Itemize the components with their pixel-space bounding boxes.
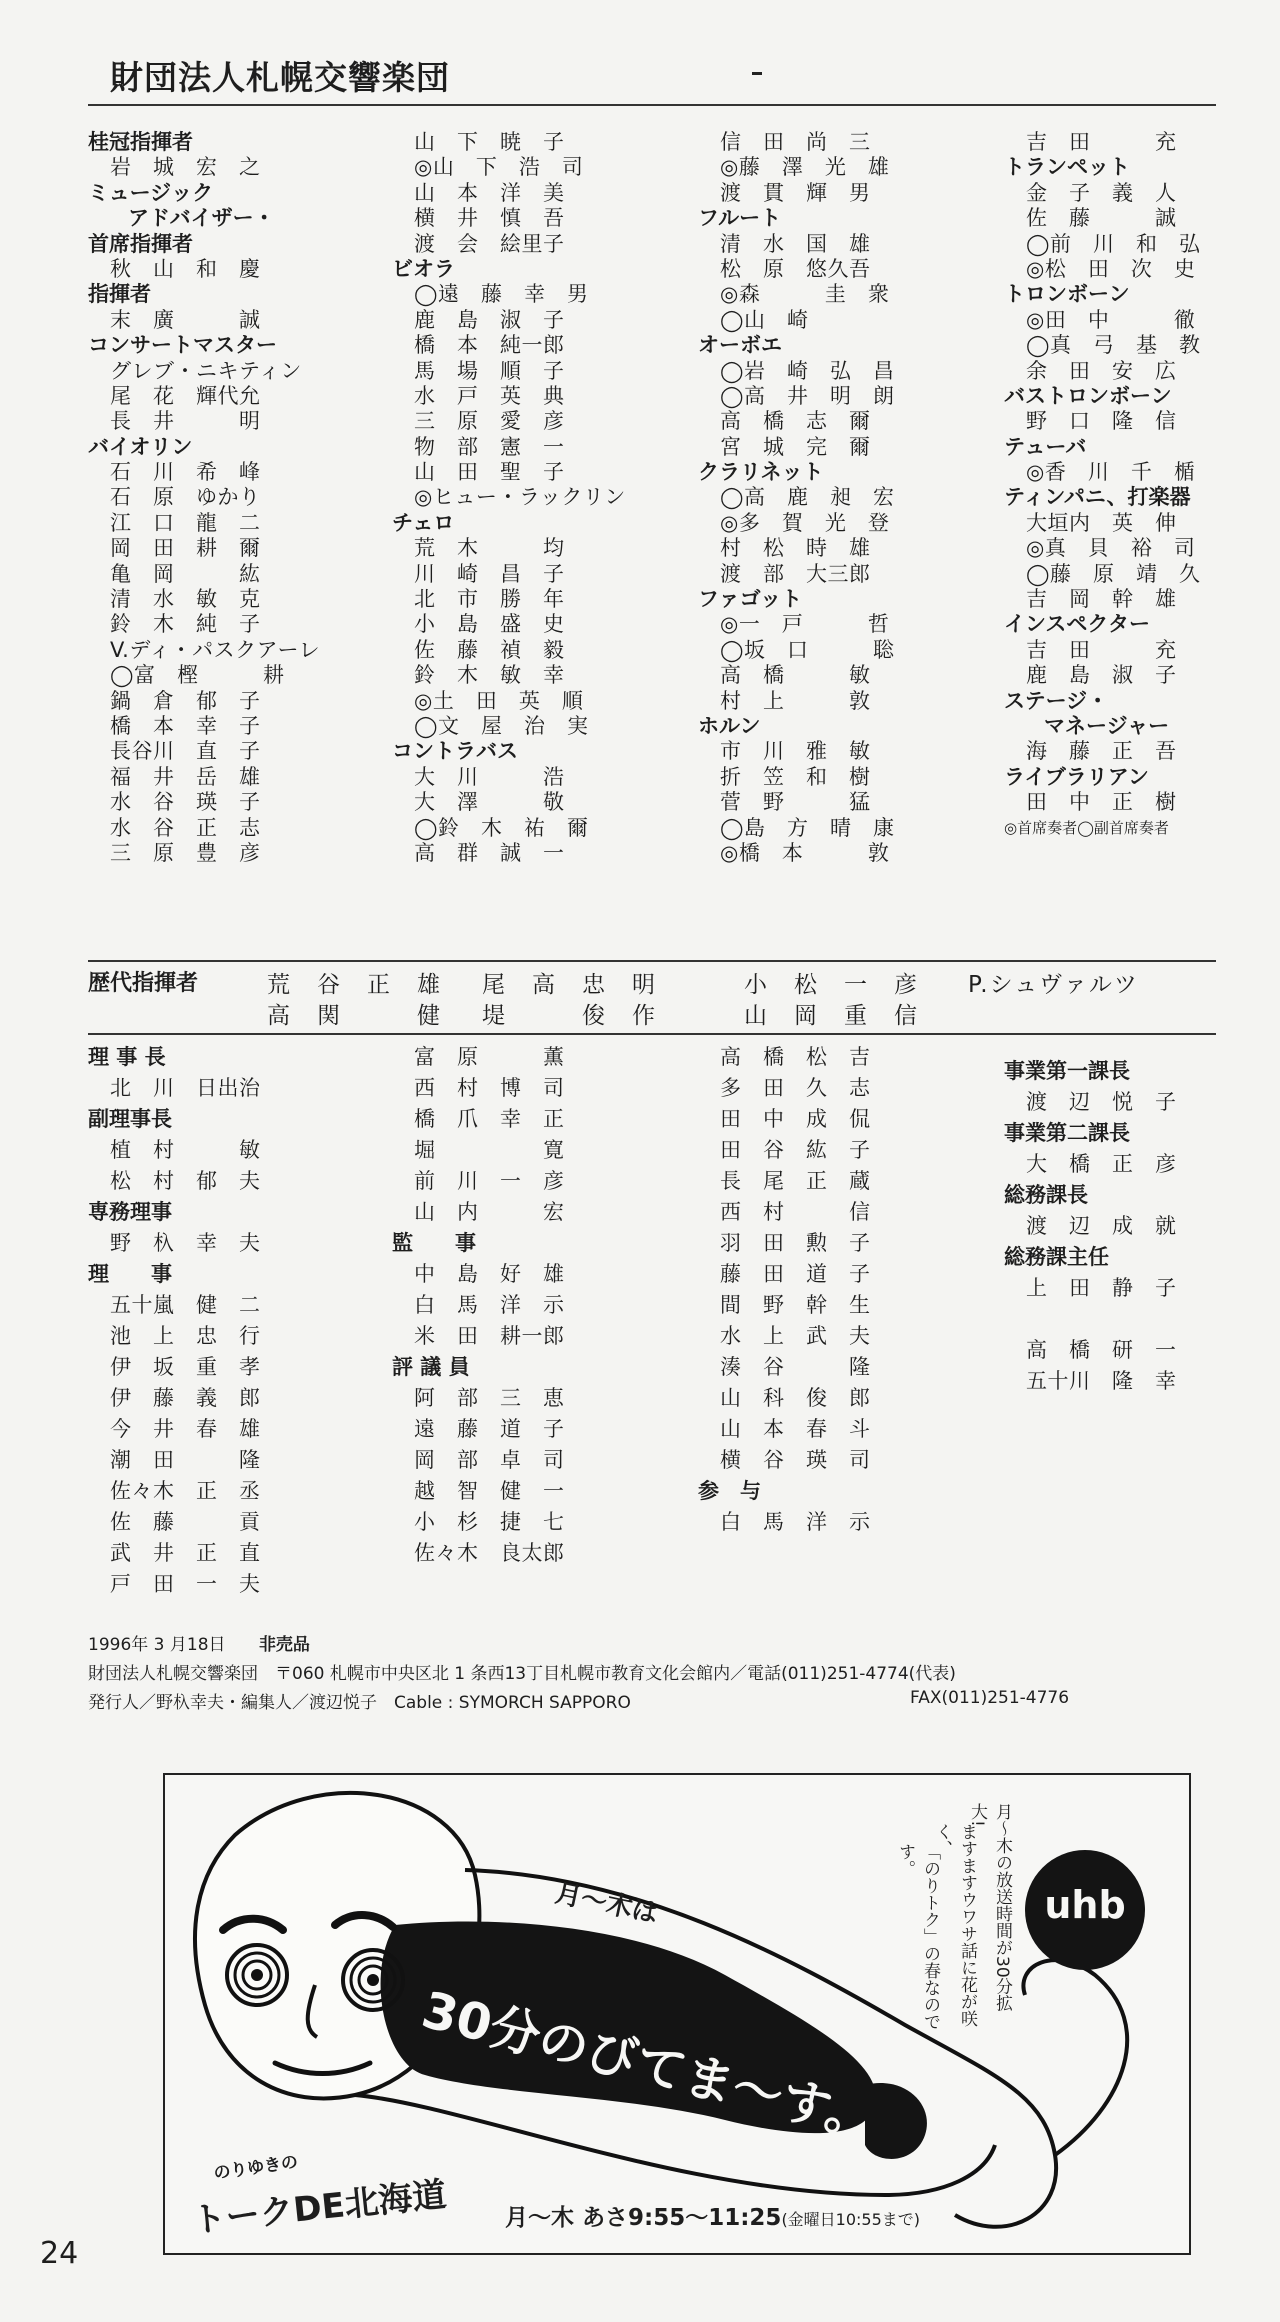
name-entry: 高 橋 松 吉 — [720, 1045, 871, 1069]
section-heading: インスペクター — [1004, 612, 1150, 637]
section-heading: ミュージック — [88, 180, 214, 205]
name-entry: 野 杁 幸 夫 — [110, 1231, 261, 1255]
section-heading: 監 事 — [392, 1231, 476, 1255]
board-column-3 — [698, 1042, 938, 1538]
name-entry: 水 谷 正 志 — [110, 815, 261, 840]
section-heading: 指揮者 — [88, 282, 151, 307]
name-entry: 潮 田 隆 — [110, 1448, 261, 1472]
history-top-rule — [88, 960, 1216, 962]
name-entry: 渡 辺 成 就 — [1026, 1214, 1177, 1238]
name-entry: 西 村 博 司 — [414, 1076, 565, 1100]
name-entry: 山 科 俊 郎 — [720, 1386, 871, 1410]
name-entry: ◎真 貝 裕 司 — [1026, 536, 1196, 561]
name-entry: 大垣内 英 伸 — [1026, 510, 1177, 535]
name-entry: ◯坂 口 聡 — [720, 637, 895, 662]
section-heading: ライブラリアン — [1004, 764, 1149, 789]
name-entry: 渡 貫 輝 男 — [720, 180, 871, 205]
name-entry: 今 井 春 雄 — [110, 1417, 261, 1441]
name-entry: 岩 城 宏 之 — [110, 155, 261, 180]
name-entry: 山 田 聖 子 — [414, 460, 565, 485]
name-entry: 岡 田 耕 爾 — [110, 536, 261, 561]
name-entry: 田 中 正 樹 — [1026, 790, 1177, 815]
name-entry: 鹿 島 淑 子 — [1026, 663, 1177, 688]
name-entry: 鍋 倉 郁 子 — [110, 688, 261, 713]
board-column-2 — [392, 1042, 632, 1569]
name-entry: ◎松 田 次 史 — [1026, 256, 1196, 281]
name-entry: 大 澤 敬 — [414, 790, 565, 815]
name-entry: 伊 坂 重 孝 — [110, 1355, 261, 1379]
footer-not-for-sale: 非売品 — [258, 1635, 310, 1655]
section-heading: ファゴット — [698, 587, 803, 612]
spacer — [1004, 1304, 1244, 1335]
name-entry: 清 水 敏 克 — [110, 587, 261, 612]
header-rule — [88, 104, 1216, 106]
ad-schedule-note: (金曜日10:55まで) — [781, 2210, 921, 2229]
name-entry: 金 子 義 人 — [1026, 180, 1177, 205]
legend-note: ◎首席奏者◯副首席奏者 — [1004, 818, 1169, 837]
show-title-small: のりゆきの — [212, 2152, 300, 2184]
roster-column-4 — [1004, 130, 1244, 841]
name-entry: ◎藤 澤 光 雄 — [720, 155, 890, 180]
name-entry: 佐 藤 誠 — [1026, 206, 1177, 231]
roster-column-1 — [88, 130, 328, 866]
board-column-4 — [1004, 1056, 1244, 1397]
name-entry: 越 智 健 一 — [414, 1479, 565, 1503]
name-entry: 折 笠 和 樹 — [720, 764, 871, 789]
show-title: トークDE北海道 — [189, 2174, 449, 2242]
name-entry: 三 原 愛 彦 — [414, 409, 565, 434]
section-heading: 桂冠指揮者 — [88, 130, 193, 154]
name-entry: 白 馬 洋 示 — [414, 1293, 565, 1317]
name-entry: ◯山 崎 — [720, 307, 874, 332]
ad-schedule — [505, 2199, 920, 2232]
name-entry: 白 馬 洋 示 — [720, 1510, 871, 1534]
section-heading: 首席指揮者 — [88, 231, 193, 256]
name-entry: 富 原 薫 — [414, 1045, 565, 1069]
section-heading: 専務理事 — [88, 1200, 172, 1224]
name-entry: 三 原 豊 彦 — [110, 840, 261, 865]
name-entry: ◯鈴 木 祐 爾 — [414, 815, 589, 840]
name-entry: 岡 部 卓 司 — [414, 1448, 565, 1472]
name-entry: ◎山 下 浩 司 — [414, 155, 584, 180]
name-entry: 佐 藤 貢 — [110, 1510, 261, 1534]
name-entry: ◯高 鹿 昶 宏 — [720, 485, 895, 510]
name-entry: 高 橋 研 一 — [1026, 1338, 1177, 1362]
name-entry: ◯富 樫 耕 — [110, 663, 285, 688]
name-entry: 鹿 島 淑 子 — [414, 307, 565, 332]
name-entry: 横 井 慎 吾 — [414, 206, 565, 231]
name-entry: 遠 藤 道 子 — [414, 1417, 565, 1441]
history-bottom-rule — [88, 1033, 1216, 1035]
name-entry: 秋 山 和 慶 — [110, 256, 261, 281]
name-entry: 水 谷 瑛 子 — [110, 790, 261, 815]
name-entry: 高 橋 志 爾 — [720, 409, 871, 434]
name-entry: 野 口 隆 信 — [1026, 409, 1177, 434]
name-entry: 市 川 雅 敏 — [720, 739, 871, 764]
page-header-title: 財団法人札幌交響楽団 — [110, 58, 450, 97]
name-entry: 阿 部 三 恵 — [414, 1386, 565, 1410]
name-entry: 橋 本 純一郎 — [414, 333, 565, 358]
name-entry: ◎橋 本 敦 — [720, 840, 890, 865]
name-entry: 西 村 信 — [720, 1200, 871, 1224]
name-entry: 鈴 木 純 子 — [110, 612, 261, 637]
name-entry: 伊 藤 義 郎 — [110, 1386, 261, 1410]
history-conductor: 高 関 健 — [267, 1003, 442, 1029]
section-heading: バストロンボーン — [1004, 383, 1172, 408]
ad-vertical-text: ますますウワサ話に花が咲く、 — [932, 1823, 977, 2027]
name-entry: ◎一 戸 哲 — [720, 612, 890, 637]
roster-column-2 — [392, 130, 632, 866]
name-entry: 余 田 安 広 — [1026, 358, 1177, 383]
name-entry: 戸 田 一 夫 — [110, 1572, 261, 1596]
section-heading: 参 与 — [698, 1479, 761, 1503]
name-entry: 山 本 春 斗 — [720, 1417, 871, 1441]
header-dash — [752, 72, 762, 75]
name-entry: 末 廣 誠 — [110, 307, 261, 332]
name-entry: 石 川 希 峰 — [110, 460, 261, 485]
name-entry: 鈴 木 敏 幸 — [414, 663, 565, 688]
name-entry: ◯真 弓 基 教 — [1026, 333, 1201, 358]
name-entry: 上 田 静 子 — [1026, 1276, 1177, 1300]
name-entry: 物 部 憲 一 — [414, 434, 565, 459]
section-heading: 事業第一課長 — [1004, 1059, 1130, 1083]
name-entry: 山 内 宏 — [414, 1200, 565, 1224]
ad-small-headline: 月〜木は — [552, 1878, 661, 1930]
name-entry: 小 島 盛 史 — [414, 612, 565, 637]
section-heading: 理 事 長 — [88, 1045, 166, 1069]
footer-date: 1996年 3 月18日 — [88, 1635, 226, 1655]
section-heading: バイオリン — [88, 434, 193, 459]
name-entry: 海 藤 正 吾 — [1026, 739, 1177, 764]
name-entry: 高 橋 敏 — [720, 663, 871, 688]
section-heading-continued: アドバイザー・ — [128, 206, 275, 231]
name-entry: 佐々木 良太郎 — [414, 1541, 565, 1565]
ad-schedule-time: 月〜木 あさ9:55〜11:25 — [505, 2205, 782, 2231]
name-entry: 湊 谷 隆 — [720, 1355, 871, 1379]
name-entry: 池 上 忠 行 — [110, 1324, 261, 1348]
name-entry: 佐々木 正 丞 — [110, 1479, 261, 1503]
name-entry: ◯高 井 明 朗 — [720, 383, 895, 408]
name-entry: 村 松 時 雄 — [720, 536, 871, 561]
name-entry: 田 中 成 侃 — [720, 1107, 871, 1131]
name-entry: 長 井 明 — [110, 409, 261, 434]
name-entry: 武 井 正 直 — [110, 1541, 261, 1565]
history-conductor: P.シュヴァルツ — [968, 972, 1139, 998]
ad-headline: 30分のびてま〜す。 — [416, 1980, 883, 2150]
name-entry: 松 原 悠久吾 — [720, 256, 871, 281]
name-entry: 江 口 龍 二 — [110, 510, 261, 535]
name-entry: 中 島 好 雄 — [414, 1262, 565, 1286]
section-heading: トランペット — [1004, 155, 1130, 180]
name-entry: ◯前 川 和 弘 — [1026, 231, 1201, 256]
section-heading: クラリネット — [698, 460, 824, 485]
roster-column-3 — [698, 130, 938, 866]
section-heading: 理 事 — [88, 1262, 172, 1286]
name-entry: 宮 城 完 爾 — [720, 434, 871, 459]
name-entry: ◯島 方 晴 康 — [720, 815, 895, 840]
ad-vertical-text: 「のりトク」の春なのです。 — [895, 1843, 940, 2030]
name-entry: 亀 岡 紘 — [110, 561, 261, 586]
name-entry: 長 尾 正 蔵 — [720, 1169, 871, 1193]
board-column-1 — [88, 1042, 328, 1600]
history-conductor: 尾 高 忠 明 — [482, 972, 657, 998]
section-heading: ホルン — [698, 713, 761, 738]
history-conductor: 山 岡 重 信 — [744, 1003, 919, 1029]
advertisement — [163, 1773, 1191, 2255]
section-heading: オーボエ — [698, 333, 782, 358]
name-entry: 荒 木 均 — [414, 536, 565, 561]
name-entry: 吉 田 充 — [1026, 130, 1177, 154]
name-entry: 吉 田 充 — [1026, 637, 1177, 662]
name-entry: グレブ・ニキティン — [110, 358, 302, 383]
page-number: 24 — [40, 2236, 79, 2271]
name-entry: 尾 花 輝代允 — [110, 383, 261, 408]
name-entry: ◎香 川 千 楯 — [1026, 460, 1196, 485]
name-entry: 水 戸 英 典 — [414, 383, 565, 408]
name-entry: ◎多 賀 光 登 — [720, 510, 890, 535]
name-entry: ◎土 田 英 順 — [414, 688, 584, 713]
name-entry: 橋 爪 幸 正 — [414, 1107, 565, 1131]
footer-line-2: 財団法人札幌交響楽団 〒060 札幌市中央区北 1 条西13丁目札幌市教育文化会館内／電話(011)251-4774(代表) — [88, 1664, 956, 1684]
name-entry: 渡 会 絵里子 — [414, 231, 565, 256]
name-entry: 藤 田 道 子 — [720, 1262, 871, 1286]
footer-fax: FAX(011)251-4776 — [910, 1688, 1070, 1708]
name-entry: 植 村 敏 — [110, 1138, 261, 1162]
name-entry: 北 市 勝 年 — [414, 587, 565, 612]
section-heading: 副理事長 — [88, 1107, 172, 1131]
name-entry: 吉 岡 幹 雄 — [1026, 587, 1177, 612]
name-entry: 村 上 敦 — [720, 688, 871, 713]
name-entry: 五十川 隆 幸 — [1026, 1369, 1177, 1393]
name-entry: 馬 場 順 子 — [414, 358, 565, 383]
name-entry: 大 橋 正 彦 — [1026, 1152, 1177, 1176]
name-entry: 信 田 尚 三 — [720, 130, 871, 154]
name-entry: 堀 寛 — [414, 1138, 565, 1162]
name-entry: 長谷川 直 子 — [110, 739, 261, 764]
name-entry: ◎田 中 徹 — [1026, 307, 1196, 332]
section-heading: 評 議 員 — [392, 1355, 470, 1379]
name-entry: 菅 野 猛 — [720, 790, 871, 815]
name-entry: ◯藤 原 靖 久 — [1026, 561, 1201, 586]
name-entry: 石 原 ゆかり — [110, 485, 261, 510]
section-heading: ステージ・ — [1004, 688, 1109, 713]
section-heading: 総務課長 — [1004, 1183, 1088, 1207]
name-entry: 松 村 郁 夫 — [110, 1169, 261, 1193]
name-entry: 渡 辺 悦 子 — [1026, 1090, 1177, 1114]
history-conductor: 堤 俊 作 — [482, 1003, 657, 1029]
section-heading: ティンパニ、打楽器 — [1004, 485, 1191, 510]
name-entry: 橋 本 幸 子 — [110, 713, 261, 738]
section-heading: 総務課主任 — [1004, 1245, 1109, 1269]
section-heading: 事業第二課長 — [1004, 1121, 1130, 1145]
ad-vertical-text: 月〜木の放送時間が30分拡大! — [967, 1803, 1012, 2012]
name-entry: ◯岩 崎 弘 昌 — [720, 358, 895, 383]
name-entry: V.ディ・パスクアーレ — [110, 637, 321, 662]
section-heading: テューバ — [1004, 434, 1087, 459]
section-heading: コンサートマスター — [88, 333, 277, 358]
name-entry: 小 杉 捷 七 — [414, 1510, 565, 1534]
name-entry: 高 群 誠 一 — [414, 840, 565, 865]
name-entry: 横 谷 瑛 司 — [720, 1448, 871, 1472]
name-entry: ◎森 圭 衆 — [720, 282, 890, 307]
name-entry: 福 井 岳 雄 — [110, 764, 261, 789]
name-entry: 山 本 洋 美 — [414, 180, 565, 205]
name-entry: ◎ヒュー・ラックリン — [414, 485, 626, 510]
name-entry: 間 野 幹 生 — [720, 1293, 871, 1317]
name-entry: 田 谷 紘 子 — [720, 1138, 871, 1162]
name-entry: 清 水 国 雄 — [720, 231, 871, 256]
name-entry: 渡 部 大三郎 — [720, 561, 871, 586]
footer-line-1 — [88, 1630, 310, 1655]
name-entry: 多 田 久 志 — [720, 1076, 871, 1100]
name-entry: 川 崎 昌 子 — [414, 561, 565, 586]
name-entry: 北 川 日出治 — [110, 1076, 261, 1100]
name-entry: 山 下 暁 子 — [414, 130, 565, 154]
name-entry: 五十嵐 健 二 — [110, 1293, 261, 1317]
name-entry: 大 川 浩 — [414, 764, 565, 789]
name-entry: 前 川 一 彦 — [414, 1169, 565, 1193]
section-heading: コントラバス — [392, 739, 518, 764]
name-entry: 佐 藤 禎 毅 — [414, 637, 565, 662]
uhb-logo: uhb — [1044, 1883, 1126, 1927]
footer-line-3: 発行人／野杁幸夫・編集人／渡辺悦子 Cable : SYMORCH SAPPORO — [88, 1693, 631, 1713]
history-conductor: 荒 谷 正 雄 — [267, 972, 442, 998]
name-entry: 水 上 武 夫 — [720, 1324, 871, 1348]
section-heading-continued: マネージャー — [1044, 713, 1170, 738]
section-heading: チェロ — [392, 510, 455, 535]
section-heading: フルート — [698, 206, 782, 231]
name-entry: ◯遠 藤 幸 男 — [414, 282, 589, 307]
section-heading: ビオラ — [392, 256, 455, 281]
history-conductor: 小 松 一 彦 — [744, 972, 919, 998]
name-entry: 米 田 耕一郎 — [414, 1324, 565, 1348]
name-entry: 羽 田 勲 子 — [720, 1231, 871, 1255]
name-entry: ◯文 屋 治 実 — [414, 713, 589, 738]
history-label: 歴代指揮者 — [88, 971, 199, 996]
section-heading: トロンボーン — [1004, 282, 1130, 307]
